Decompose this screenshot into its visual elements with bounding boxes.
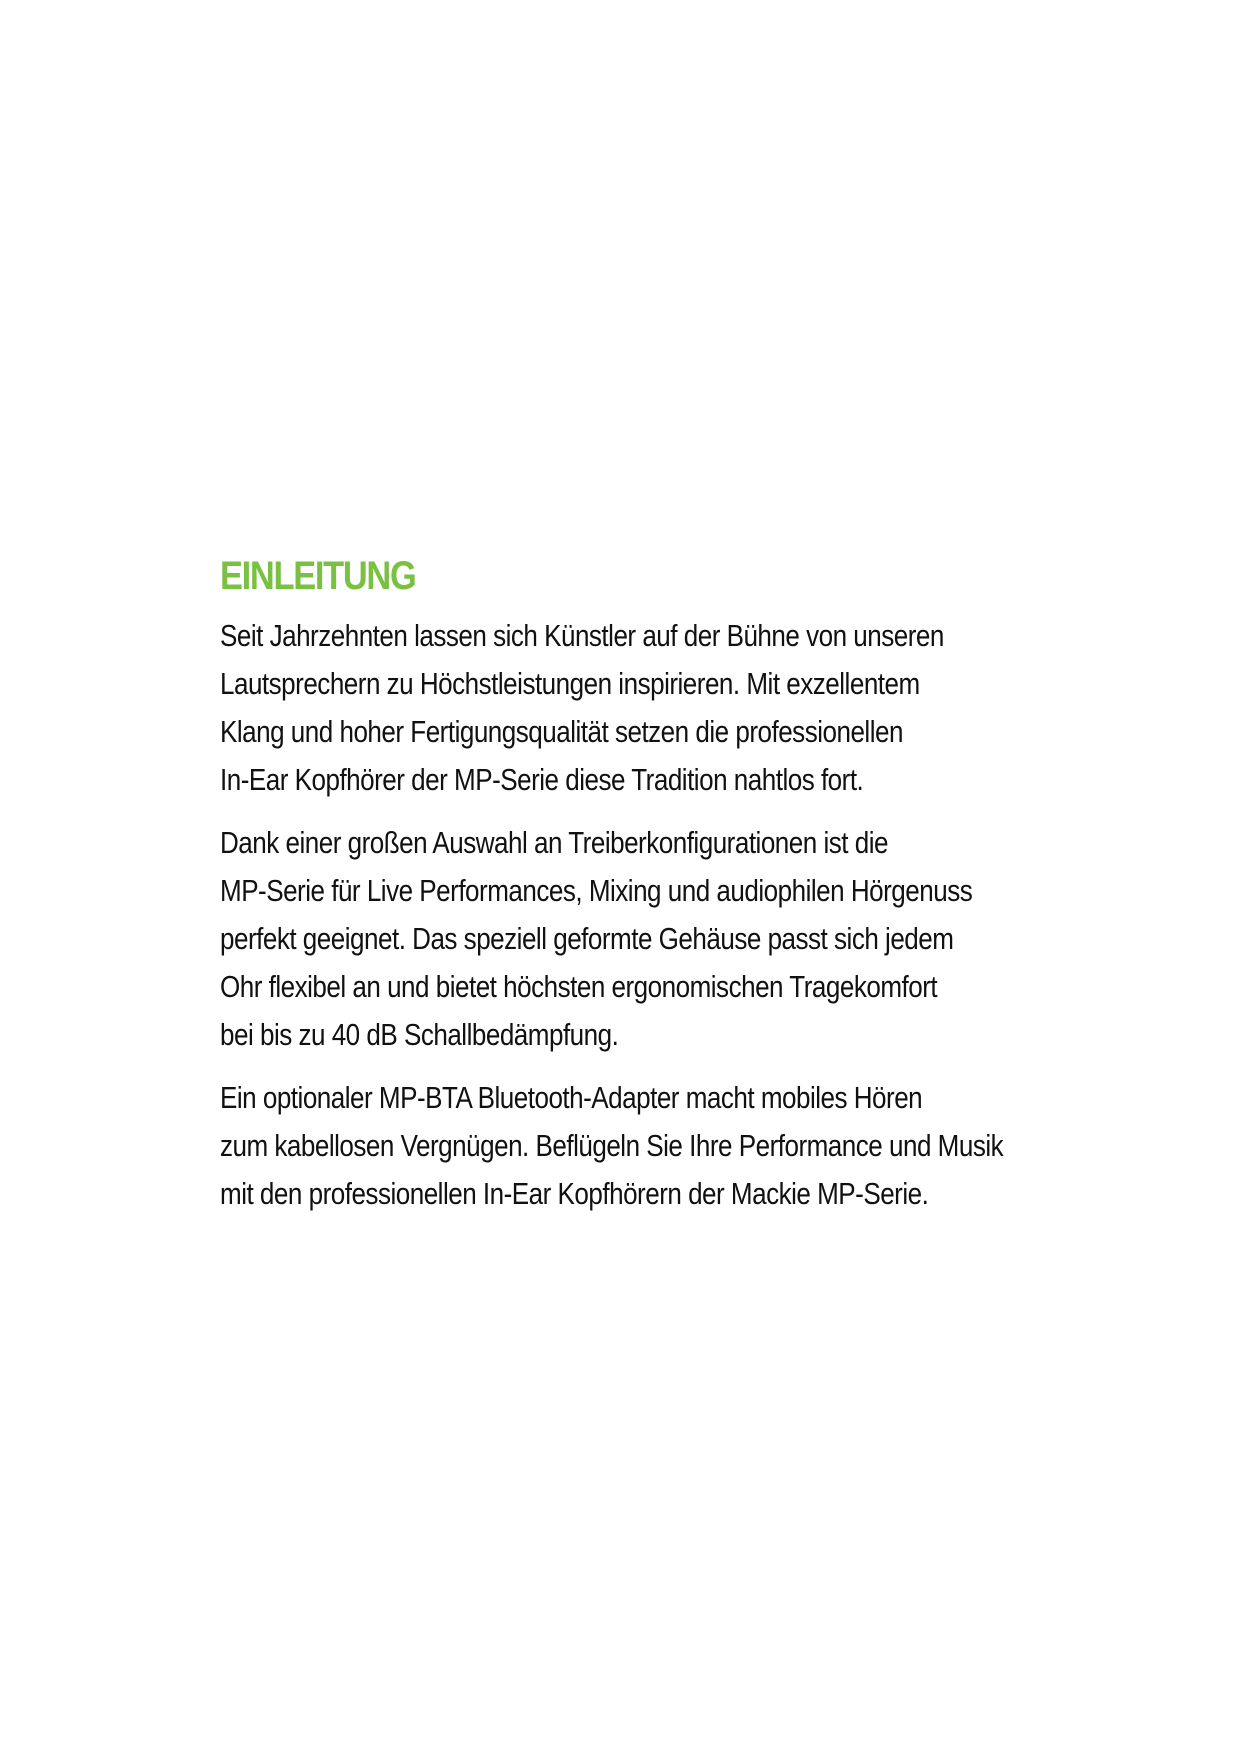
paragraph-3 bbox=[220, 1074, 1100, 1218]
section-heading: EINLEITUNG bbox=[220, 554, 416, 598]
text-line: perfekt geeignet. Das speziell geformte Gehäuse passt sich jedem bbox=[220, 921, 954, 956]
text-line: Lautsprechern zu Höchstleistungen inspirieren. Mit exzellentem bbox=[220, 666, 920, 701]
text-line: MP-Serie für Live Performances, Mixing und audiophilen Hörgenuss bbox=[220, 873, 973, 908]
text-line: zum kabellosen Vergnügen. Beflügeln Sie Ihre Performance und Musik bbox=[220, 1128, 1004, 1163]
text-line: bei bis zu 40 dB Schallbedämpfung. bbox=[220, 1017, 619, 1052]
paragraph-1 bbox=[220, 612, 1100, 804]
text-line: Ohr flexibel an und bietet höchsten ergonomischen Tragekomfort bbox=[220, 969, 938, 1004]
text-line: Dank einer großen Auswahl an Treiberkonfigurationen ist die bbox=[220, 825, 888, 860]
text-line: mit den professionellen In-Ear Kopfhörern der Mackie MP-Serie. bbox=[220, 1176, 929, 1211]
text-line: Seit Jahrzehnten lassen sich Künstler auf der Bühne von unseren bbox=[220, 618, 944, 653]
text-line: Klang und hoher Fertigungsqualität setzen die professionellen bbox=[220, 714, 903, 749]
text-line: In-Ear Kopfhörer der MP-Serie diese Tradition nahtlos fort. bbox=[220, 762, 864, 797]
text-line: Ein optionaler MP-BTA Bluetooth-Adapter macht mobiles Hören bbox=[220, 1080, 923, 1115]
introduction-section bbox=[220, 548, 1100, 1233]
paragraph-2 bbox=[220, 819, 1100, 1059]
